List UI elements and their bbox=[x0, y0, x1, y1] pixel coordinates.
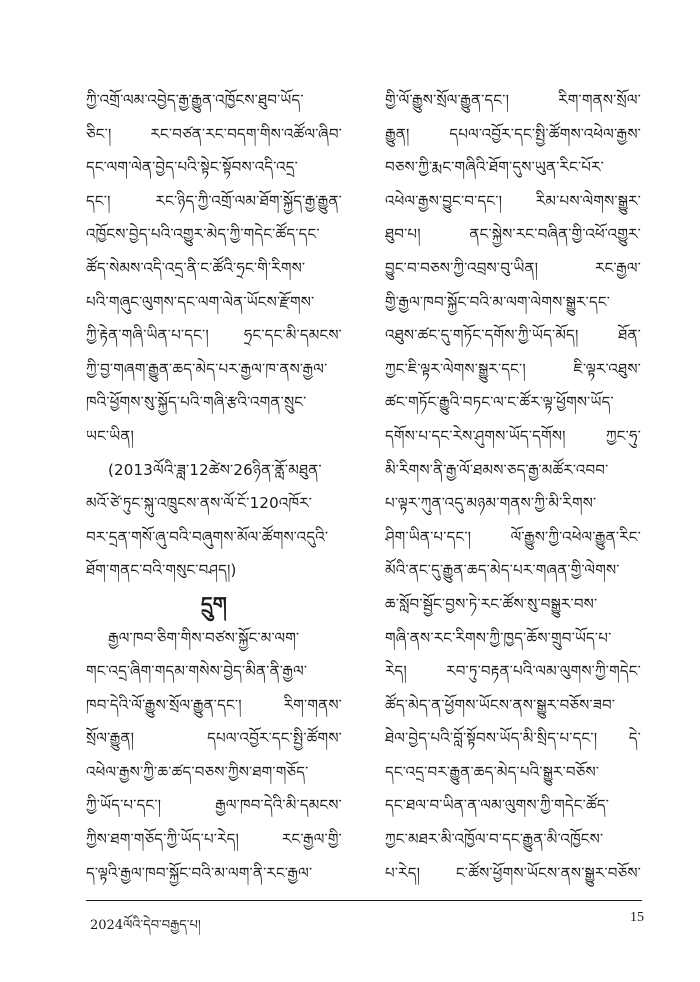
right-text-column bbox=[385, 84, 641, 890]
text-line: དང་། རང་ཉིད་ཀྱི་འགྲོ་ལམ་ཐོག་སྐྱོད་རྒྱ་རྒྱུན་ bbox=[86, 191, 342, 210]
text-line: བཅས་ཀྱི་རྨང་གཞིའི་ཐོག་དུས་ཡུན་རིང་པོར་ bbox=[385, 158, 605, 177]
text-line: པ་ལྟར་ཀུན་འདུ་མཉམ་གནས་ཀྱི་མི་རིགས་ bbox=[385, 494, 597, 513]
footer-rule bbox=[86, 900, 642, 901]
text-line: དང་ལག་ལེན་བྱེད་པའི་སྟེང་སྟོབས་འདི་འདྲ་ bbox=[86, 158, 299, 177]
text-line: ཁའི་ཕྱོགས་སུ་སྐྱོད་པའི་གཞི་རྩའི་འགན་སྲུང་ bbox=[86, 393, 307, 412]
text-line: ཚོད་མེད་ན་ཕྱོགས་ཡོངས་ནས་སྒྱུར་བཅོས་ཟབ་ bbox=[385, 695, 616, 714]
text-line: ཀྱིས་ཐག་གཅོད་ཀྱི་ཡོད་པ་རེད། རང་རྒྱལ་གྱི་ bbox=[86, 830, 342, 849]
text-line: ད་ལྟའི་རྒྱལ་ཁབ་སྐྱོང་བའི་མ་ལག་ནི་རང་རྒྱལ་ bbox=[86, 863, 313, 882]
text-line: ཅིང་། རང་བཙན་རང་བདག་གིས་འཚོལ་ཞིབ་ bbox=[86, 124, 342, 143]
text-line: འཕེལ་རྒྱས་བྱུང་བ་དང་། རིམ་པས་ལེགས་སྒྱུར་ bbox=[385, 191, 641, 210]
issue-label: 2024ལོའི་དེབ་བརྒྱད་པ། bbox=[90, 918, 201, 933]
text-line: གང་འདྲ་ཞིག་གདམ་གསེས་བྱེད་མིན་ནི་རྒྱལ་ bbox=[86, 662, 308, 681]
text-line: གྱི་རྒྱལ་ཁབ་སྐྱོང་བའི་མ་ལག་ལེགས་སྒྱུར་དང་ bbox=[385, 292, 611, 311]
text-line: འཕེལ་རྒྱས་ཀྱི་ཆ་ཚད་བཅས་ཀྱིས་ཐག་གཅོད་ bbox=[86, 762, 309, 781]
text-line: མའོ་ཙེ་ཏུང་སྐུ་འཁྲུངས་ནས་ལོ་ངོ་120འཁོར་ bbox=[86, 494, 313, 513]
text-line: ཁབ་དེའི་ལོ་རྒྱུས་སྲོལ་རྒྱུན་དང་། རིག་གནས་ bbox=[86, 695, 342, 714]
text-line: འཁྱོངས་བྱེད་པའི་འགྱུར་མེད་ཀྱི་གདེང་ཚོད་དང་ bbox=[86, 225, 320, 244]
text-line: འཐུས་ཚང་དུ་གཏོང་དགོས་ཀྱི་ཡོད་མོད། ཐོན་ bbox=[385, 326, 641, 345]
text-line: ཐོག་གནང་བའི་གསུང་བཤད།) bbox=[86, 561, 237, 580]
text-line: ཀྱང་མཐར་མི་འཁྱོལ་བ་དང་རྒྱུན་མི་འཁྱོངས་ bbox=[385, 830, 604, 849]
text-line: ཚང་གཏོང་རྒྱུའི་བཏང་ལ་ང་ཚོར་ལྟ་ཕྱོགས་ཡོད་ bbox=[385, 393, 614, 412]
text-line: དང་ཐལ་བ་ཡིན་ན་ལམ་ལུགས་ཀྱི་གདེང་ཚོད་ bbox=[385, 796, 610, 815]
text-line: ཤིག་ཡིན་པ་དང་། ལོ་རྒྱུས་ཀྱི་འཕེལ་རྒྱུན་རིང་ bbox=[385, 527, 641, 546]
text-line: ཀྱང་ཇི་ལྟར་ལེགས་སྒྱུར་དང་། ཇི་ལྟར་འཐུས་ bbox=[385, 359, 641, 378]
text-line: ཐུབ་པ། ནང་སྐྱེས་རང་བཞིན་གྱི་འཕོ་འགྱུར་ bbox=[385, 225, 641, 244]
text-line: དགོས་པ་དང་རེས་ཤུགས་ཡོད་དགོས། ཀྱང་ཧུ་ bbox=[385, 426, 641, 445]
text-line: ཆ་སློབ་སྦྱོང་བྱས་ཏེ་རང་ཚོས་སུ་བསྒྱུར་བས་ bbox=[385, 594, 598, 613]
text-line: ཀྱི་ཡོད་པ་དང་། རྒྱལ་ཁབ་དེའི་མི་དམངས་ bbox=[86, 796, 342, 815]
text-line: བར་དྲན་གསོ་ཞུ་བའི་བཞུགས་མོལ་ཚོགས་འདུའི་ bbox=[86, 527, 329, 546]
text-line: གྱི་ལོ་རྒྱུས་སྲོལ་རྒྱུན་དང་། རིག་གནས་སྲོལ་ bbox=[385, 91, 641, 109]
text-line: ཀྱི་རྟེན་གཞི་ཡིན་པ་དང་། ཧྲང་དང་མི་དམངས་ bbox=[86, 326, 342, 345]
text-line: ཚོད་སེམས་འདི་འདྲ་ནི་ང་ཚོའི་ཧྲང་གི་རིགས་ bbox=[86, 258, 306, 277]
text-line: སྲོལ་རྒྱུན། དཔལ་འབྱོར་དང་སྤྱི་ཚོགས་ bbox=[86, 729, 342, 748]
text-line: ཀྱི་བྱ་གཞག་རྒྱུན་ཆད་མེད་པར་རྒྱལ་ཁ་ནས་རྒྱལ་ bbox=[86, 359, 328, 378]
text-line: པ་རེད། ང་ཚོས་ཕྱོགས་ཡོངས་ནས་སྒྱུར་བཅོས་ bbox=[385, 863, 641, 882]
text-line: ཡང་ཡིན། bbox=[86, 426, 135, 445]
text-line: མི་རིགས་ནི་རྒྱ་ལོ་ཐམས་ཅད་རྒྱ་མཚོར་འབབ་ bbox=[385, 460, 609, 479]
text-line: གཞི་ནས་རང་རིགས་ཀྱི་ཁྱད་ཆོས་གྲུབ་ཡོད་པ་ bbox=[385, 628, 612, 647]
left-text-column bbox=[86, 84, 342, 890]
text-line: པའི་གཞུང་ལུགས་དང་ལག་ལེན་ཡོངས་རྫོགས་ bbox=[86, 292, 315, 311]
text-line: རྒྱུན། དཔལ་འབྱོར་དང་སྤྱི་ཚོགས་འཕེལ་རྒྱས་ bbox=[385, 124, 641, 143]
text-line: (2013ལོའི་ཟླ་12ཚེས་26ཉིན་ནློ་མཐུན་ bbox=[108, 460, 322, 479]
text-line: རྒྱལ་ཁབ་ཅིག་གིས་བཙས་སྐྱོང་མ་ལག་ bbox=[108, 628, 300, 647]
section-heading: དྲུག bbox=[200, 591, 228, 616]
text-line: ཀྱི་འགྲོ་ལམ་འབྱེད་རྒྱ་རྒྱུན་འཁྱོངས་ཐུབ་ཡོད་ bbox=[86, 91, 304, 109]
text-line: རེད། རབ་ཏུ་བརྟན་པའི་ལམ་ལུགས་ཀྱི་གདེང་ bbox=[385, 662, 641, 681]
text-line: ཐེལ་བྱེད་པའི་བློ་སྟོབས་ཡོད་མི་སྲིད་པ་དང་། དེ་ bbox=[385, 729, 641, 748]
text-line: མོའི་ནང་དུ་རྒྱུན་ཆད་མེད་པར་གཞན་གྱི་ལེགས་ bbox=[385, 561, 620, 580]
page-number: 15 bbox=[630, 910, 644, 925]
text-line: དང་འདྲ་བར་རྒྱུན་ཆད་མེད་པའི་སྒྱུར་བཅོས་ bbox=[385, 762, 600, 781]
text-line: བྱུང་བ་བཅས་ཀྱི་འབྲས་བུ་ཡིན། རང་རྒྱལ་ bbox=[385, 258, 641, 277]
